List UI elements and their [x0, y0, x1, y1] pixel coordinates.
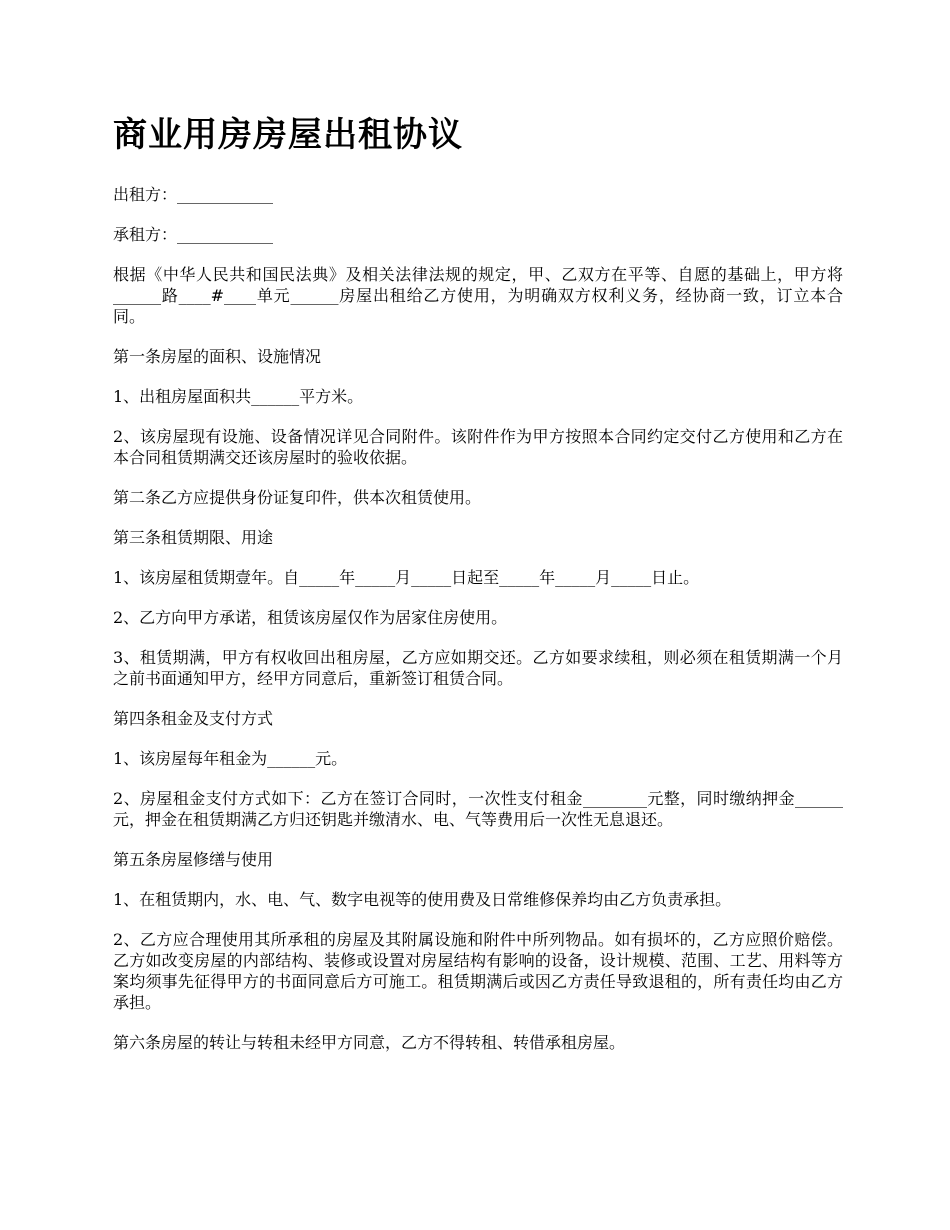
- article-1-clause-2: 2、该房屋现有设施、设备情况详见合同附件。该附件作为甲方按照本合同约定交付乙方使用和乙方在本合同租赁期满交还该房屋时的验收依据。: [113, 427, 843, 467]
- article-4-heading: 第四条租金及支付方式: [113, 709, 274, 728]
- article-6: 第六条房屋的转让与转租未经甲方同意，乙方不得转租、转借承租房屋。: [113, 1033, 626, 1052]
- document-page: [113, 112, 843, 1072]
- preamble-paragraph: 根据《中华人民共和国民法典》及相关法律法规的规定，甲、乙双方在平等、自愿的基础上，甲方将______路____#____单元______房屋出租给乙方使用，为明确双方权利义务，经协商一致，订立本合同。: [113, 265, 843, 326]
- article-4-clause-2: 2、房屋租金支付方式如下：乙方在签订合同时，一次性支付租金________元整，同时缴纳押金______元，押金在租赁期满乙方归还钥匙并缴清水、电、气等费用后一次性无息退还。: [113, 789, 843, 829]
- article-1-clause-1: 1、出租房屋面积共______平方米。: [113, 387, 364, 406]
- article-5-clause-1: 1、在租赁期内，水、电、气、数字电视等的使用费及日常维修保养均由乙方负责承担。: [113, 890, 732, 909]
- document-title: 商业用房房屋出租协议: [113, 115, 463, 155]
- lessee-line: 承租方：____________: [113, 225, 274, 244]
- lessor-line: 出租方：____________: [113, 185, 274, 204]
- article-5-clause-2: 2、乙方应合理使用其所承租的房屋及其附属设施和附件中所列物品。如有损坏的，乙方应照价赔偿。乙方如改变房屋的内部结构、装修或设置对房屋结构有影响的设备，设计规模、范围、工艺、用料等方案均须事先征得甲方的书面同意后方可施工。租赁期满后或因乙方责任导致退租的，所有责任均由乙方承担。: [113, 930, 843, 1012]
- article-3-heading: 第三条租赁期限、用途: [113, 528, 274, 547]
- article-1-heading: 第一条房屋的面积、设施情况: [113, 347, 322, 366]
- article-3-clause-1: 1、该房屋租赁期壹年。自_____年_____月_____日起至_____年_____月_____日止。: [113, 568, 700, 587]
- article-2: 第二条乙方应提供身份证复印件，供本次租赁使用。: [113, 488, 482, 507]
- article-3-clause-3: 3、租赁期满，甲方有权收回出租房屋，乙方应如期交还。乙方如要求续租，则必须在租赁期满一个月之前书面通知甲方，经甲方同意后，重新签订租赁合同。: [113, 648, 843, 688]
- article-3-clause-2: 2、乙方向甲方承诺，租赁该房屋仅作为居家住房使用。: [113, 608, 508, 627]
- article-5-heading: 第五条房屋修缮与使用: [113, 850, 274, 869]
- article-4-clause-1: 1、该房屋每年租金为______元。: [113, 749, 348, 768]
